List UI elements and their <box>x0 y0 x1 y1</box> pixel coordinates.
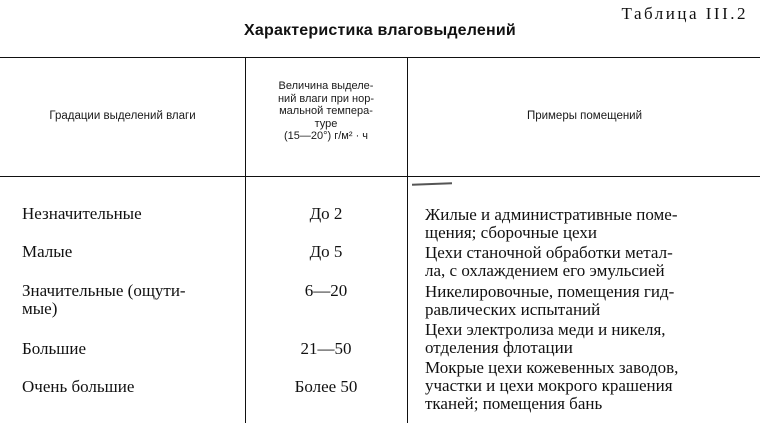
row-1-gradation: Незначительные <box>22 204 142 223</box>
row-4-value: 21—50 <box>300 339 352 358</box>
row-1-examples: Жилые и административные поме- щения; сборочные цехи <box>425 205 678 242</box>
row-4-gradation: Большие <box>22 339 87 358</box>
header-examples: Примеры помещений <box>526 110 643 122</box>
column-divider-1 <box>245 57 246 423</box>
table-header-rule <box>0 176 760 177</box>
row-5-value: Более 50 <box>294 377 358 396</box>
header-value: Величина выделе- ний влаги при нор- мальной темпера- туре (15—20°) г/м² · ч <box>277 80 374 142</box>
row-3-value: 6—20 <box>304 281 348 300</box>
table-top-rule <box>0 57 760 58</box>
row-4-examples: Цехи электролиза меди и никеля, отделения флотации <box>425 320 666 357</box>
row-2-gradation: Малые <box>22 242 73 261</box>
print-mark <box>412 182 452 185</box>
column-divider-2 <box>407 57 408 423</box>
row-5-examples: Мокрые цехи кожевенных заводов, участки и цехи мокрого крашения тканей; помещения бань <box>425 358 679 413</box>
table-title: Характеристика влаговыделений <box>244 22 516 39</box>
row-3-gradation: Значительные (ощути- мые) <box>22 281 186 318</box>
row-5-gradation: Очень большие <box>22 377 135 396</box>
row-1-value: До 2 <box>309 204 343 223</box>
row-3-examples: Никелировочные, помещения гид- равлических испытаний <box>425 282 675 319</box>
header-gradation: Градации выделений влаги <box>49 110 196 122</box>
row-2-value: До 5 <box>309 242 343 261</box>
row-2-examples: Цехи станочной обработки метал- ла, с охлаждением его эмульсией <box>425 243 673 280</box>
table-label: Таблица III.2 <box>621 4 748 23</box>
